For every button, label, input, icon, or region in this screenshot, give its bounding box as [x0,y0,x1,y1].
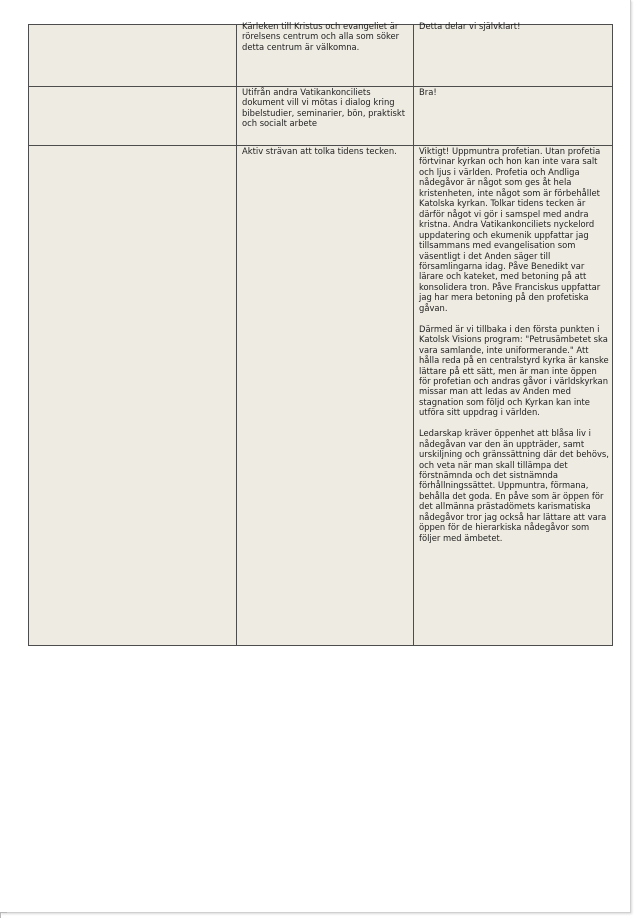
comment-paragraph: Viktigt! Uppmuntra profetian. Utan profetia förtvinar kyrkan och hon kan inte vara salt och ljus i världen. Profetia och Andliga nådegåvor är något som ges åt hela kristenheten, inte något som är förbehållet Katolska kyrkan. Tolkar tidens tecken är därför något vi gör i samspel med andra kristna. Andra Vatikankonciliets nyckelord uppdatering och ekumenik uppfattar jag tillsammans med evangelisation som väsentligt i det Anden säger till församlingarna idag. Påve Benedikt var lärare och kateket, med betoning på att konsolidera tron. Påve Franciskus uppfattar jag har mera betoning på den profetiska gåvan. [419,146,601,313]
table-cell-empty [29,25,237,87]
table-row [29,146,613,646]
table-cell-comment [414,21,613,87]
table-row [29,87,613,146]
program-text: Aktiv strävan att tolka tidens tecken. [242,146,397,156]
table-cell-program-text [237,21,414,87]
program-text: Utifrån andra Vatikankonciliets dokument vill vi mötas i dialog kring bibelstudier, seminarier, bön, praktiskt och socialt arbete [242,87,406,129]
comment-paragraph: Ledarskap kräver öppenhet att blåsa liv i nådegåvan var den än uppträder, samt urskiljning och gränssättning där det behövs, och veta när man skall tillämpa det förstnämnda och det sistnämnda förhållningssättet. Uppmuntra, förmana, behålla det goda. En påve som är öppen för det allmänna prästadömets karismatiska nådegåvor tror jag också har lättare att vara öppen för de hierarkiska nådegåvor som följer med ämbetet. [419,428,609,543]
table-cell-comment [414,146,613,646]
table-cell-empty [29,146,237,646]
comment-text: Bra! [419,87,437,97]
table-cell-empty [29,87,237,146]
table-cell-program-text [237,87,414,146]
comment-table [28,21,613,646]
comment-paragraph: Därmed är vi tillbaka i den första punkten i Katolsk Visions program: "Petrusämbetet ska vara samlande, inte uniformerande." Att hålla reda på en centralstyrd kyrka är kanske lättare på ett sätt, men är man inte öppen för profetian och andras gåvor i världskyrkan missar man att ledas av Anden med stagnation som följd och Kyrkan kan inte utföra sitt uppdrag i världen. [419,323,609,418]
program-text: Kärleken till Kristus och evangeliet är rörelsens centrum och alla som söker detta centrum är välkomna. [242,21,400,52]
comment-text: Detta delar vi självklart! [419,21,521,31]
table-row [29,25,613,87]
table-cell-comment [414,87,613,146]
table-cell-program-text [237,146,414,646]
page-corner-mark [0,912,7,918]
